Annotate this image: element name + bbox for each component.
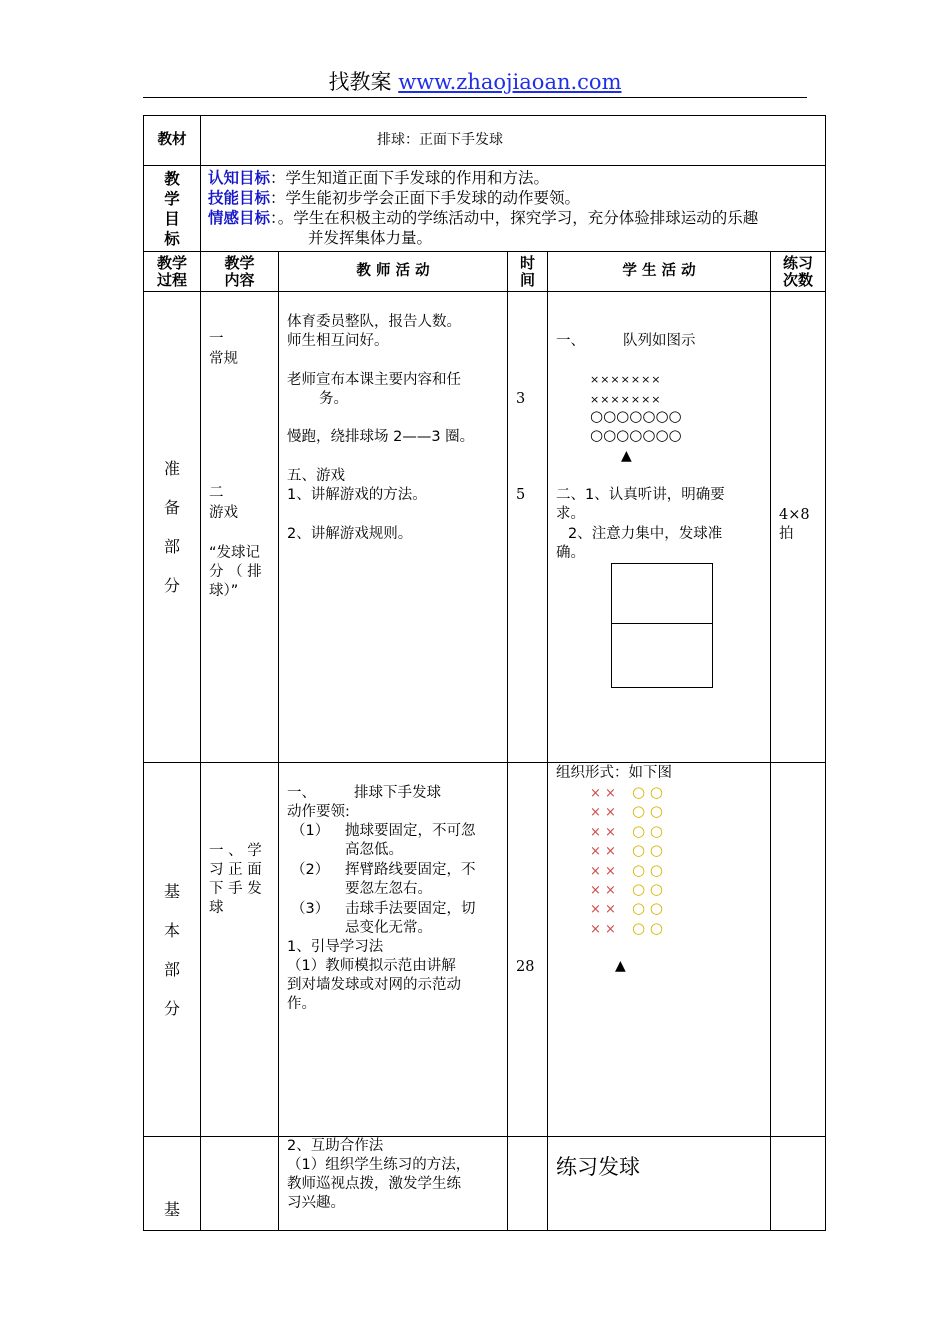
objective-affect-cont: 并发挥集体力量。 [308,229,433,247]
formation-row-o2: ○○○○○○○ [590,426,682,444]
formation-pair-x: × × [590,786,616,801]
formation-pair-x: × × [590,844,616,860]
main2-process: 基 [144,1137,201,1231]
main2-student: 练习发球 [548,1137,771,1231]
teacher-marker: ▲ [621,448,632,464]
prep-content: 一 常规 二 游戏 “发球记 分 （ 排 球）” [201,292,279,763]
objectives-content [201,166,826,252]
main-student: 组织形式：如下图 × × ○ ○ × × ○ ○ × × ○ ○ × × ○ ○ × × ○ ○ × × ○ ○ × × ○ ○ × × ○ ○ ▲ [548,763,771,1137]
prep-process: 准备部分 [144,292,201,763]
objectives-row [144,166,826,252]
main2-content [201,1137,279,1231]
main2-time [508,1137,548,1231]
prep-row [144,292,826,763]
main-content: 一 、 学 习 正 面 下 手 发 球 [201,763,279,1137]
formation-pair-x: × × [590,824,616,840]
objective-cognitive: 认知目标：学生知道正面下手发球的作用和方法。 [208,169,550,187]
main-teacher: 一、 排球下手发球 动作要领: （1） 抛球要固定，不可忽 高忽低。 （2） 挥臂路线要固定，不 要忽左忽右。 （3） 击球手法要固定，切 忌变化无常。 1、引导学习法 （1）教师模拟示范由讲解 到对墙发球或对网的示范动 作。 [279,763,508,1137]
formation-pair-o: ○ ○ [632,899,663,918]
header-site-link[interactable]: www.zhaojiaoan.com [398,70,622,94]
court-net-line [611,623,712,624]
formation-pair-o: ○ ○ [632,841,663,860]
material-value: 排球：正面下手发球 [201,116,826,166]
main2-teacher: 2、互助合作法 （1）组织学生练习的方法， 教师巡视点拨，激发学生练 习兴趣。 [279,1137,508,1231]
col-reps: 练习次数 [771,252,826,292]
formation-pair-o: ○ ○ [632,783,663,801]
formation-pair-x: × × [590,902,616,918]
court-diagram [611,563,713,688]
main-reps [771,763,826,1137]
col-teacher: 教 师 活 动 [279,252,508,292]
material-row [144,116,826,166]
header-brand: 找教案 [328,70,392,94]
formation-pair-x: × × [590,883,616,898]
main2-reps [771,1137,826,1231]
formation-pair-o: ○ ○ [632,860,663,879]
main-time: 28 [508,763,548,1137]
col-time: 时间 [508,252,548,292]
prep-student: 一、 队列如图示 ××××××× ××××××× ○○○○○○○ ○○○○○○○ ▲ 二、1、认真听讲，明确要 求。 2、注意力集中，发球准 确。 [548,292,771,763]
lesson-plan-table [143,115,826,1231]
page-header [143,66,807,98]
prep-time: 3 5 [508,292,548,763]
col-content: 教学内容 [201,252,279,292]
teacher-marker-main: ▲ [615,958,626,974]
formation-pair-x: × × [590,921,616,937]
formation-row-x2: ××××××× [590,393,662,406]
col-student: 学 生 活 动 [548,252,771,292]
formation-pair-o: ○ ○ [632,918,663,937]
objectives-label: 教学目标 [144,166,201,252]
formation-pair-o: ○ ○ [632,880,663,898]
column-header-row [144,252,826,292]
prep-teacher: 体育委员整队，报告人数。 师生相互问好。 老师宣布本课主要内容和任 务。 慢跑，绕排球场 2——3 圈。 五、游戏 1、讲解游戏的方法。 2、讲解游戏规则。 [279,292,508,763]
main2-row [144,1137,826,1231]
formation-pair-o: ○ ○ [632,802,663,821]
formation-pair-o: ○ ○ [632,821,663,840]
formation-pair-x: × × [590,863,616,879]
objective-affect: 情感目标：。学生在积极主动的学练活动中，探究学习，充分体验排球运动的乐趣 [208,209,759,227]
material-label: 教材 [144,116,201,166]
objective-skill: 技能目标：学生能初步学会正面下手发球的动作要领。 [208,189,581,207]
formation-pair-x: × × [590,805,616,821]
prep-reps: 4×8 拍 [771,292,826,763]
main-row [144,763,826,1137]
header-rule [143,97,807,98]
main-process: 基本部分 [144,763,201,1137]
col-process: 教学过程 [144,252,201,292]
formation-row-x1: ××××××× [590,373,662,386]
formation-row-o1: ○○○○○○○ [590,407,682,425]
